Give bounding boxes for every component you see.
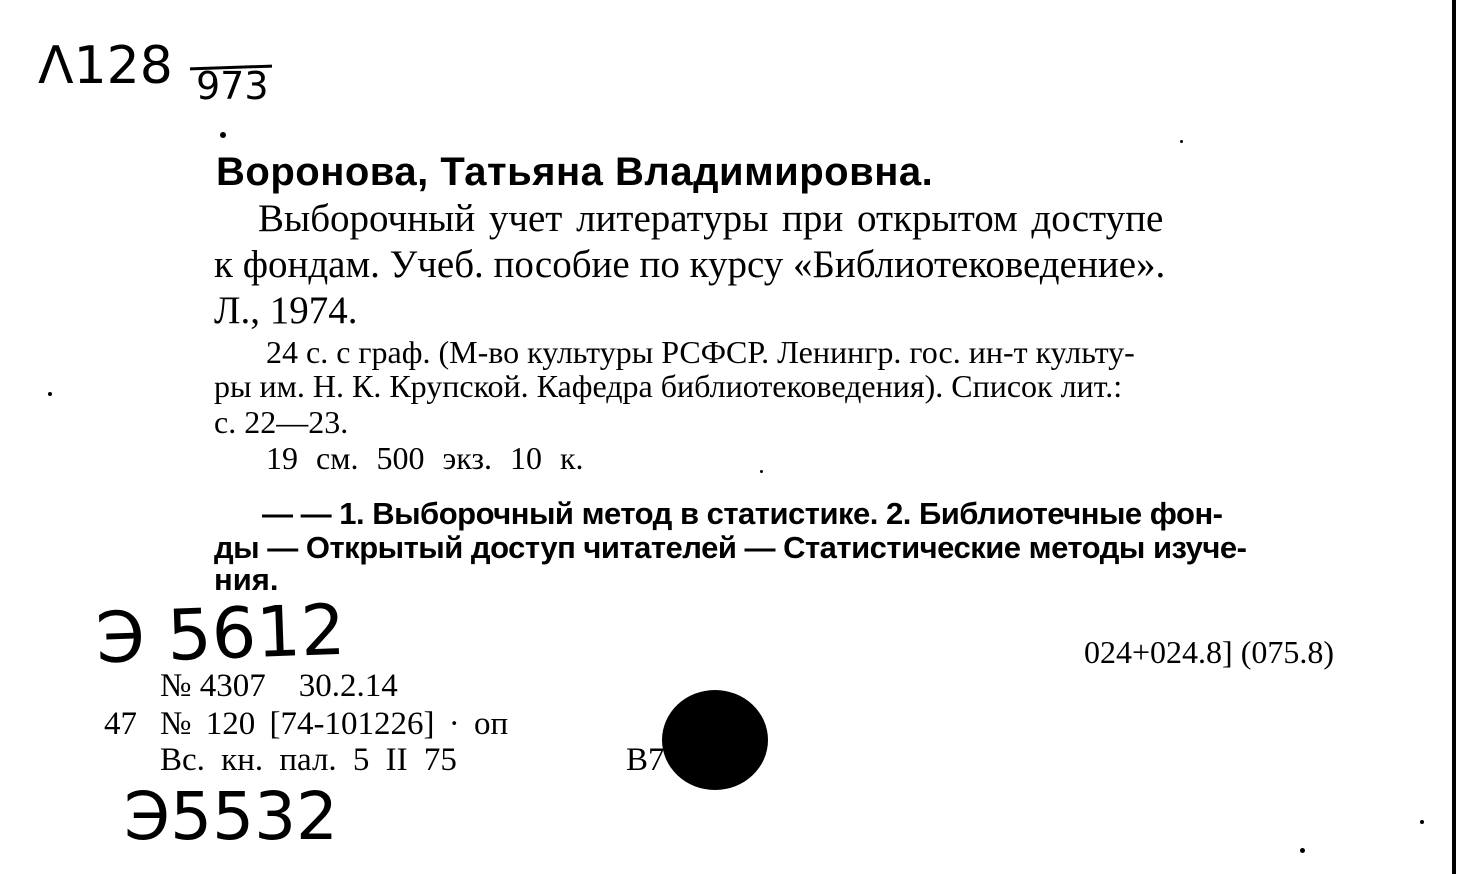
speck — [220, 132, 226, 138]
speck — [1420, 820, 1424, 824]
speck — [1300, 848, 1305, 853]
collation-line-1: 24 с. с граф. (М-во культуры РСФСР. Ленингр. гос. ин-т культу- — [266, 334, 1135, 370]
collation-line-2: ры им. Н. К. Крупской. Кафедра библиотековедения). Список лит.: — [214, 368, 1123, 404]
speck — [760, 470, 763, 473]
order-line: № 4307 30.2.14 — [160, 668, 398, 704]
title-line-3: Л., 1974. — [214, 289, 358, 332]
print-line-number: 47 — [104, 706, 137, 742]
card-edge — [1452, 0, 1456, 874]
print-line: № 120 [74-101226] · оп — [160, 706, 509, 742]
title-line-2: к фондам. Учеб. пособие по курсу «Библиотековедение». — [214, 243, 1166, 286]
shelf-mark — [38, 36, 173, 96]
speck — [1180, 140, 1183, 143]
punch-hole — [662, 690, 768, 790]
handwritten-accession-bottom: Э5532 — [124, 778, 339, 855]
handwritten-accession-top: Э 5612 — [94, 588, 347, 680]
shelf-mark-fraction: 973 — [196, 64, 269, 108]
subject-line-2: ды — Открытый доступ читателей — Статистические методы изуче- — [214, 530, 1247, 565]
subject-line-1: — — 1. Выборочный метод в статистике. 2. Библиотечные фон- — [262, 496, 1223, 531]
classification: 024+024.8] (075.8) — [1084, 634, 1335, 670]
author-heading: Воронова, Татьяна Владимировна. — [216, 150, 934, 194]
collation-line-3: с. 22—23. — [214, 404, 349, 440]
subject-line-3: ния. — [214, 562, 279, 597]
speck — [48, 392, 52, 396]
print-line-2: Вс. кн. пал. 5 II 75 — [160, 742, 457, 778]
shelf-mark-prefix: Λ128 — [38, 36, 173, 96]
title-line-1: Выборочный учет литературы при открытом доступе — [258, 197, 1164, 240]
print-line-2-suffix: В7 — [626, 742, 665, 778]
size-price: 19 см. 500 экз. 10 к. — [266, 440, 584, 476]
